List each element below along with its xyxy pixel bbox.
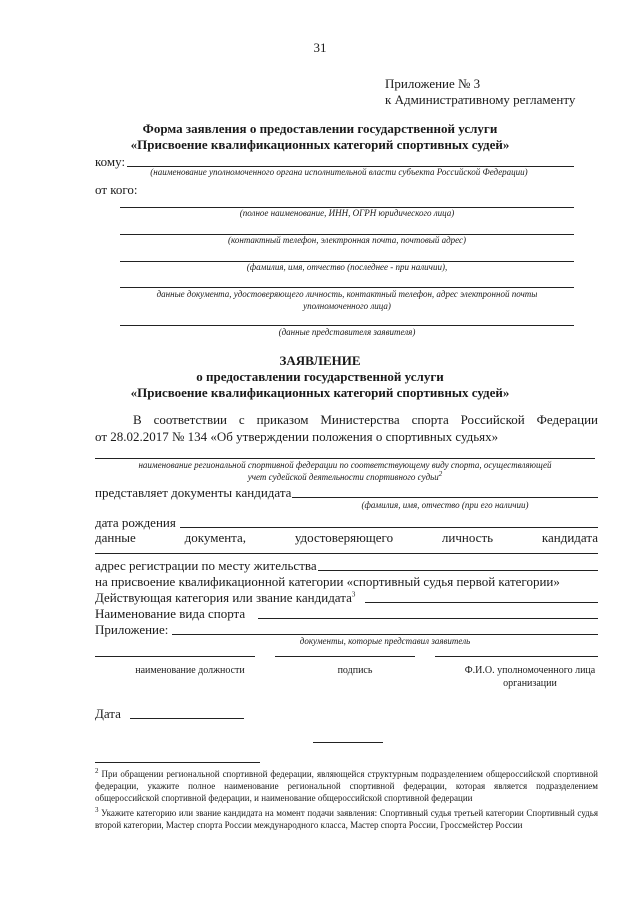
page-number: 31 <box>313 40 327 55</box>
federation-caption-1: наименование региональной спортивной федерации по соответствующему виду спорта, осуществляющей <box>138 460 552 470</box>
attach-caption: документы, которые представил заявитель <box>299 636 471 646</box>
form-title-line-1: Форма заявления о предоставлении государственной услуги <box>142 121 498 136</box>
para-word: В <box>133 412 142 427</box>
fio-caption-2: организации <box>503 678 557 689</box>
footnote-2-number: 2 <box>95 767 99 775</box>
para-word: Федерации <box>536 412 598 427</box>
footnote-ref-3: 3 <box>351 590 356 599</box>
federation-caption-2-text: учет судейской деятельности спортивного судьи <box>247 472 439 482</box>
body-paragraph-line-1 <box>133 412 598 427</box>
appendix-line-1: Приложение № 3 <box>385 76 481 91</box>
from-contacts-caption: (контактный телефон, электронная почта, почтовый адрес) <box>227 235 466 245</box>
footnote-2 <box>95 768 598 804</box>
doc-data-field-line[interactable] <box>95 553 598 554</box>
doc-word: удостоверяющего <box>294 530 394 545</box>
date-label: Дата <box>95 706 121 721</box>
federation-caption-2 <box>95 472 595 483</box>
doc-word: данные <box>95 530 136 545</box>
from-rep-line[interactable] <box>120 325 574 326</box>
footnote-3 <box>95 807 598 831</box>
from-docs-caption-1: данные документа, удостоверяющего личность, контактный телефон, адрес электронной почты <box>156 289 538 299</box>
separator-short <box>313 742 383 743</box>
appendix-line-2: к Административному регламенту <box>385 92 576 107</box>
address-field-line[interactable] <box>318 570 598 571</box>
to-label: кому: <box>95 154 126 169</box>
assign-text: на присвоение квалификационной категории «спортивный судья первой категории» <box>95 574 560 589</box>
position-field-line[interactable] <box>95 656 255 657</box>
from-docs-line[interactable] <box>120 287 574 288</box>
footnote-separator <box>95 762 260 763</box>
birth-label: дата рождения <box>95 515 176 530</box>
para-word: соответствии <box>153 412 228 427</box>
signature-field-line[interactable] <box>275 656 415 657</box>
para-word: приказом <box>256 412 309 427</box>
attach-field-line[interactable] <box>172 634 598 635</box>
fio-field-line[interactable] <box>435 656 598 657</box>
presents-field-line[interactable] <box>292 497 598 498</box>
presents-caption: (фамилия, имя, отчество (при его наличии) <box>361 500 529 510</box>
doc-word: документа, <box>184 530 247 545</box>
sport-field-line[interactable] <box>258 618 598 619</box>
statement-title: ЗАЯВЛЕНИЕ <box>279 353 361 368</box>
from-org-caption: (полное наименование, ИНН, ОГРН юридического лица) <box>239 208 455 218</box>
statement-line-2: о предоставлении государственной услуги <box>196 369 444 384</box>
para-word: Российской <box>460 412 525 427</box>
doc-word: кандидата <box>541 530 598 545</box>
form-title-line-2: «Присвоение квалификационных категорий спортивных судей» <box>130 137 510 152</box>
signature-caption: подпись <box>337 665 373 676</box>
address-label: адрес регистрации по месту жительства <box>95 558 317 573</box>
from-fio-caption: (фамилия, имя, отчество (последнее - при наличии), <box>246 262 448 272</box>
footnote-3-number: 3 <box>95 806 99 814</box>
sport-label: Наименование вида спорта <box>95 606 246 621</box>
doc-word: личность <box>441 530 494 545</box>
birth-field-line[interactable] <box>180 527 598 528</box>
fio-caption-1: Ф.И.О. уполномоченного лица <box>464 665 596 676</box>
para-word: Министерства <box>320 412 400 427</box>
footnote-ref-2: 2 <box>438 470 443 478</box>
current-category-text: Действующая категория или звание кандидата <box>95 590 352 605</box>
attach-label: Приложение: <box>95 622 169 637</box>
presents-label: представляет документы кандидата <box>95 485 292 500</box>
doc-data-line <box>95 530 598 545</box>
current-category-label <box>95 590 355 605</box>
current-category-field-line[interactable] <box>365 602 598 603</box>
federation-field-line[interactable] <box>95 458 595 459</box>
position-caption: наименование должности <box>135 665 245 676</box>
footnote-2-text: При обращении региональной спортивной федерации, являющейся структурным подразделением общероссийской спортивной федерации, укажите полное наименование региональной спортивной федерации, которая является подразделением общероссийской спортивной федерации, и наименование общероссийской спортивной федерации <box>95 769 598 803</box>
statement-line-3: «Присвоение квалификационных категорий спортивных судей» <box>130 385 510 400</box>
footnote-3-text: Укажите категорию или звание кандидата на момент подачи заявления: Спортивный судья третьей категории Спортивный судья второй категории, Мастер спорта России международного класса, Мастер спорта России, Гроссмейстер России <box>95 808 598 830</box>
date-field-line[interactable] <box>130 718 244 719</box>
to-caption: (наименование уполномоченного органа исполнительной власти субъекта Российской Федерации) <box>150 167 528 177</box>
para-word: спорта <box>411 412 449 427</box>
from-rep-caption: (данные представителя заявителя) <box>278 327 416 337</box>
from-docs-caption-2: уполномоченного лица) <box>303 301 391 311</box>
para-word: с <box>238 412 245 427</box>
body-paragraph-line-2: от 28.02.2017 № 134 «Об утверждении положения о спортивных судьях» <box>95 429 499 444</box>
from-label: от кого: <box>95 182 138 197</box>
